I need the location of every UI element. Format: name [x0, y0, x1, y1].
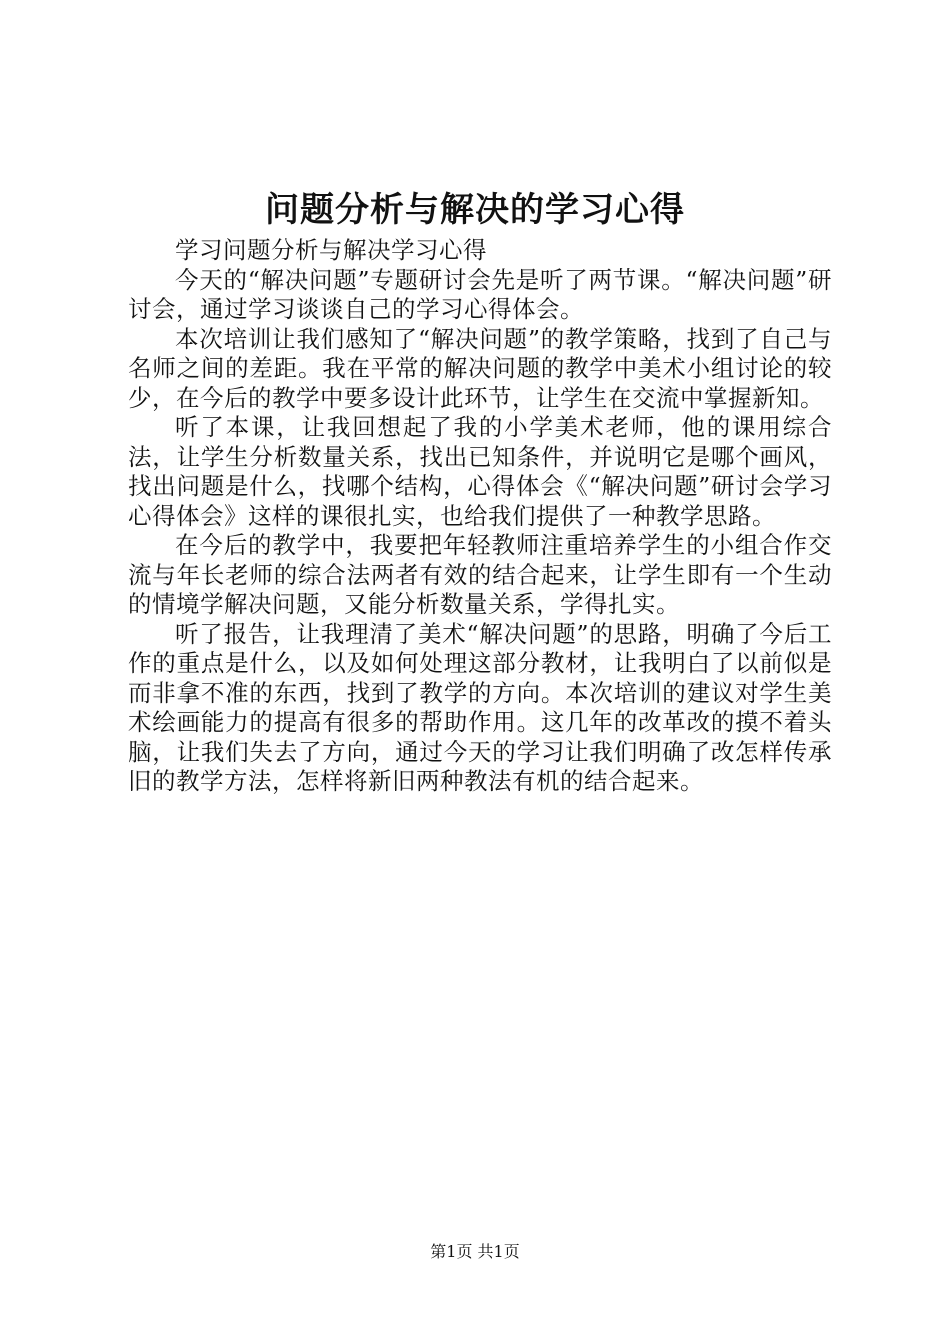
page-footer: 第1页 共1页 [430, 1242, 520, 1261]
paragraph-2: 本次培训让我们感知了“解决问题”的教学策略，找到了自己与名师之间的差距。我在平常的解决问题的教学中美术小组讨论的较少，在今后的教学中要多设计此环节，让学生在交流中掌握新知。 [128, 324, 832, 412]
paragraph-5: 听了报告，让我理清了美术“解决问题”的思路，明确了今后工作的重点是什么，以及如何处理这部分教材，让我明白了以前似是而非拿不准的东西，找到了教学的方向。本次培训的建议对学生美术绘画能力的提高有很多的帮助作用。这几年的改革改的摸不着头脑，让我们失去了方向，通过今天的学习让我们明确了改怎样传承旧的教学方法，怎样将新旧两种教法有机的结合起来。 [128, 619, 832, 795]
document-title: 问题分析与解决的学习心得 [265, 190, 685, 230]
document-body [128, 236, 832, 797]
paragraph-1: 今天的“解决问题”专题研讨会先是听了两节课。“解决问题”研讨会，通过学习谈谈自己的学习心得体会。 [128, 265, 832, 323]
paragraph-4: 在今后的教学中，我要把年轻教师注重培养学生的小组合作交流与年长老师的综合法两者有效的结合起来，让学生即有一个生动的情境学解决问题，又能分析数量关系，学得扎实。 [128, 531, 832, 618]
paragraph-3: 听了本课，让我回想起了我的小学美术老师，他的课用综合法，让学生分析数量关系，找出已知条件，并说明它是哪个画风，找出问题是什么，找哪个结构，心得体会《“解决问题”研讨会学习心得体会》这样的课很扎实，也给我们提供了一种教学思路。 [128, 413, 832, 530]
paragraph-subtitle: 学习问题分析与解决学习心得 [175, 236, 487, 264]
